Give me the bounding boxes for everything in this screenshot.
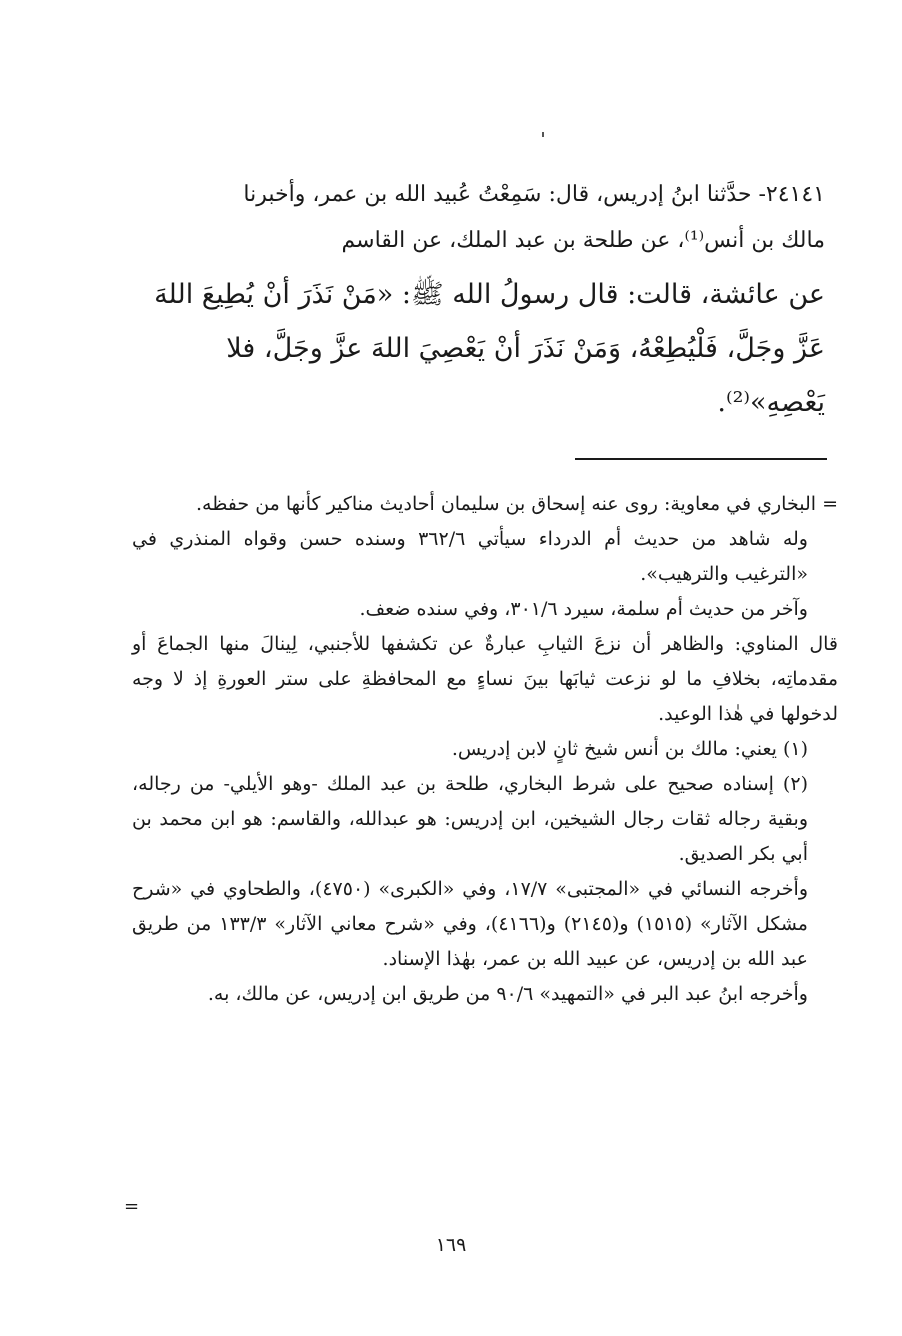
footnote-paragraph: وآخر من حديث أم سلمة، سيرد ٣٠١/٦، وفي سنده ضعف. [359,598,808,620]
footnote-continuation: = البخاري في معاوية: روى عنه إسحاق بن سليمان أحاديث مناكير كأنها من حفظه. [196,493,838,515]
footnotes [132,487,838,1012]
continuation-mark: = [124,1196,140,1217]
hadith-isnad [132,172,825,264]
footnote-paragraph: وله شاهد من حديث أم الدرداء سيأتي ٣٦٢/٦ وسنده حسن وقواه المنذري في «الترغيب والترهيب». [132,528,808,585]
footnote-2: (٢) إسناده صحيح على شرط البخاري، طلحة بن عبد الملك -وهو الأيلي- من رجاله، وبقية رجاله ثقات رجال الشيخين، ابن إدريس: هو عبدالله، والقاسم: هو ابن محمد بن أبي بكر الصديق. [132,773,808,865]
footnote-paragraph: قال المناوي: والظاهر أن نزعَ الثيابِ عبارةٌ عن تكشفها للأجنبي، لِينالَ منها الجماعَ أو مقدماتِه، بخلافِ ما لو نزعت ثيابَها بينَ نساءٍ مع المحافظةِ على ستر العورةِ إذ لا وجه لدخولها في هٰذا الوعيد. [132,633,838,725]
matn-line-3: يَعْصِهِ»⁽²⁾. [717,387,825,418]
stray-mark [542,132,544,137]
footnote-separator [575,458,827,460]
isnad-line-2: مالك بن أنس⁽¹⁾، عن طلحة بن عبد الملك، عن القاسم [341,228,825,253]
footnote-1: (١) يعني: مالك بن أنس شيخ ثانٍ لابن إدريس. [451,738,808,760]
page-number: ١٦٩ [435,1234,467,1256]
footnote-paragraph: وأخرجه ابنُ عبد البر في «التمهيد» ٩٠/٦ من طريق ابن إدريس، عن مالك، به. [207,983,808,1005]
hadith-matn [132,268,825,430]
isnad-line-1: ٢٤١٤١- حدَّثنا ابنُ إدريس، قال: سَمِعْتُ عُبيد الله بن عمر، وأخبرنا [243,182,825,207]
matn-line-2: عَزَّ وجَلَّ، فَلْيُطِعْهُ، وَمَنْ نَذَرَ أنْ يَعْصِيَ اللهَ عزَّ وجَلَّ، فلا [226,333,825,364]
footnote-paragraph: وأخرجه النسائي في «المجتبى» ١٧/٧، وفي «الكبرى» (٤٧٥٠)، والطحاوي في «شرح مشكل الآثار» (١٥١٥) و(٢١٤٥) و(٤١٦٦)، وفي «شرح معاني الآثار» ١٣٣/٣ من طريق عبد الله بن إدريس، عن عبيد الله بن عمر، بهٰذا الإسناد. [132,878,808,970]
matn-line-1: عن عائشة، قالت: قال رسولُ الله ﷺ: «مَنْ نَذَرَ أنْ يُطِيعَ اللهَ [154,279,825,310]
